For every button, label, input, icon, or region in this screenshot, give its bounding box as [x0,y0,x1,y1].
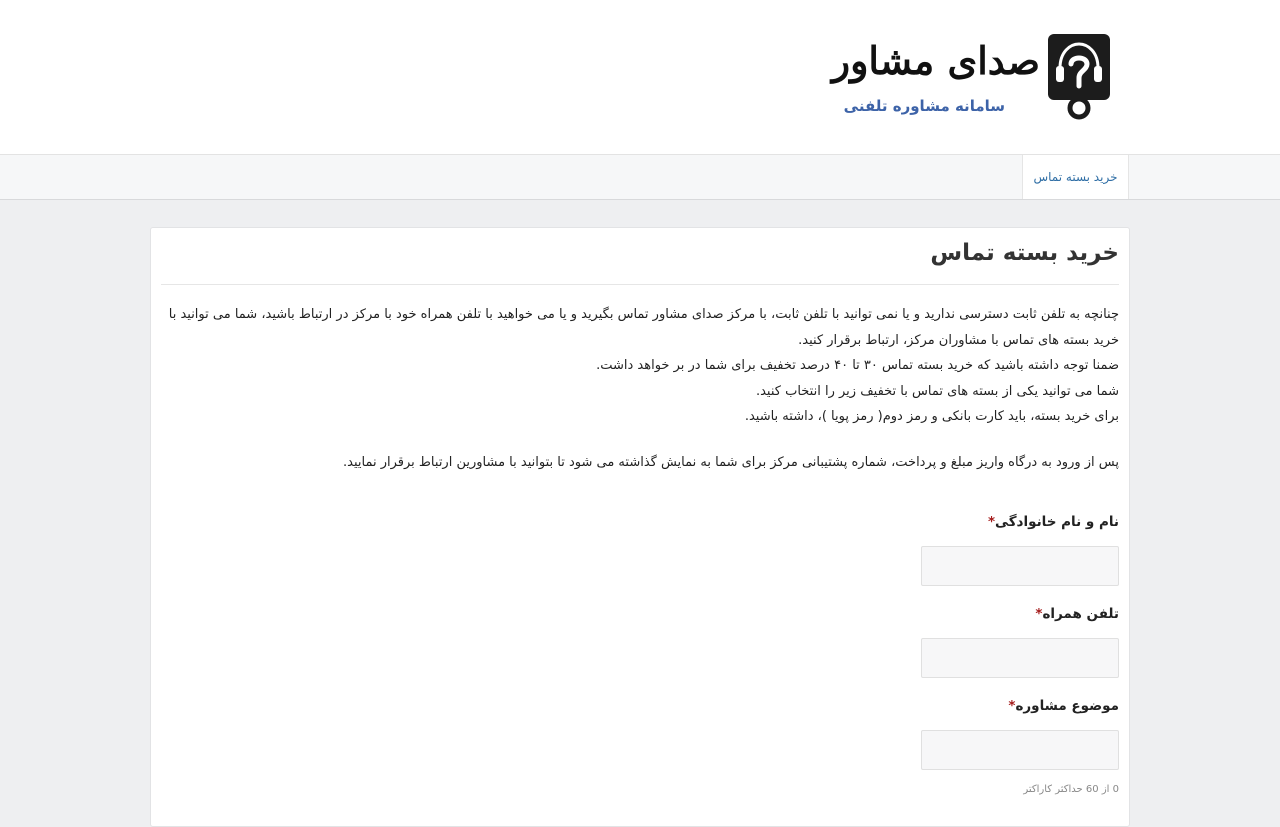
required-mark: * [1035,606,1043,622]
topic-label-text: موضوع مشاوره [1015,698,1119,714]
full-name-label-text: نام و نام خانوادگی [995,514,1119,530]
mobile-label [1031,606,1119,622]
char-counter: 0 از 60 حداکثر کاراکتر [1023,784,1119,795]
headset-question-icon [1048,34,1110,120]
logo-title: صدای مشاور [831,38,1040,83]
topic-label [1004,698,1119,714]
page-title: خرید بسته تماس [930,240,1119,266]
nav-item-buy-package[interactable]: خرید بسته تماس [1022,155,1129,199]
topic-input[interactable] [921,730,1119,770]
title-divider [161,284,1119,285]
intro-paragraph: چنانچه به تلفن ثابت دسترسی ندارید و یا نمی توانید با تلفن ثابت، با مرکز صدای مشاور تماس بگیرید و یا می خواهید با تلفن همراه خود با مرکز در ارتباط باشید، شما می توانید با خرید بسته های تماس با مشاوران مرکز، ارتباط برقرار کنید. [168,307,1119,348]
intro-paragraph: برای خرید بسته، باید کارت بانکی و رمز دوم( رمز پویا )، داشته باشید. [744,409,1119,424]
mobile-input[interactable] [921,638,1119,678]
intro-paragraph: پس از ورود به درگاه واریز مبلغ و پرداخت، شماره پشتیبانی مرکز برای شما به نمایش گذاشته می شود تا بتوانید با مشاورین ارتباط برقرار نمایید. [342,454,1119,470]
required-mark: * [987,514,996,530]
intro-paragraph: ضمنا توجه داشته باشید که خرید بسته تماس ۳۰ تا ۴۰ درصد تخفیف برای شما در بر خواهد داشت. [596,358,1119,373]
site-header [0,0,1280,155]
content-card [150,227,1130,827]
required-mark: * [1008,698,1016,714]
logo-subtitle: سامانه مشاوره تلفنی [843,97,1005,115]
intro-paragraph: شما می توانید یکی از بسته های تماس با تخفیف زیر را انتخاب کنید. [755,383,1119,399]
full-name-label [984,514,1119,530]
full-name-input[interactable] [921,546,1119,586]
mobile-label-text: تلفن همراه [1042,606,1119,622]
intro-text [161,302,1119,475]
main-navbar [0,155,1280,200]
